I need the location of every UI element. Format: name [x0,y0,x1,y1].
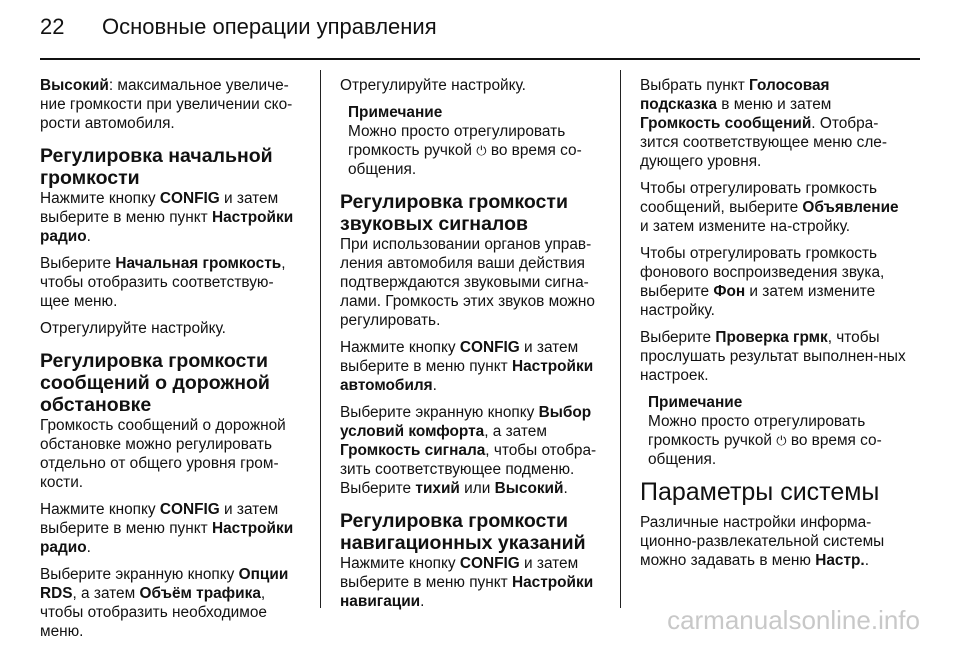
paragraph: Нажмите кнопку CONFIG и затем выберите в меню пункт Настройки навигации. [340,555,594,610]
note-box: Примечание Можно просто отрегулировать громкость ручкой ⏻ во время со-общения. [648,393,910,469]
paragraph: Выберите Начальная громкость, чтобы отобразить соответствую-щее меню. [40,255,286,310]
column-divider [620,70,621,608]
page-number: 22 [40,14,65,39]
paragraph: Различные настройки информа-ционно-развлекательной системы можно задавать в меню Настр.. [640,514,885,569]
volume-knob-icon: ⏻ [476,143,487,158]
paragraph: Высокий: максимальное увеличе-ние громкости при увеличении ско-рости автомобиля. [40,77,293,132]
paragraph: Чтобы отрегулировать громкость сообщений, выберите Объявление и затем измените на-стройку. [640,180,899,235]
note-title: Примечание [648,394,743,411]
paragraph: Выберите экранную кнопку Выбор условий комфорта, а затем Громкость сигнала, чтобы отобра-зить соответствующее подменю. Выберите тихий или Высокий. [340,404,597,497]
watermark: carmanualsonline.info [667,605,920,635]
paragraph: Громкость сообщений о дорожной обстановке можно регулировать отдельно от общего уровня гром-кости. [40,417,286,491]
section-heading: Регулировка начальной громкости [40,145,273,189]
header-rule [40,58,920,60]
paragraph: Отрегулируйте настройку. [340,77,526,94]
page-header [40,14,437,40]
section-heading: Регулировка громкости звуковых сигналов [340,191,568,235]
column-3 [640,76,910,578]
section-heading: Регулировка громкости навигационных указаний [340,510,586,554]
column-2 [340,76,605,619]
note-title: Примечание [348,104,443,121]
paragraph: Выбрать пункт Голосовая подсказка в меню и затем Громкость сообщений. Отобра-зится соответствующее меню сле-дующего уровня. [640,77,887,170]
column-1 [40,76,302,649]
paragraph: Выберите экранную кнопку Опции RDS, а затем Объём трафика, чтобы отобразить необходимое меню. [40,566,289,640]
paragraph: Выберите Проверка грмк, чтобы прослушать результат выполнен-ных настроек. [640,329,906,384]
paragraph: Нажмите кнопку CONFIG и затем выберите в меню пункт Настройки радио. [40,501,294,556]
note-box: Примечание Можно просто отрегулировать громкость ручкой ⏻ во время со-общения. [348,103,605,179]
section-title: Параметры системы [640,478,880,506]
paragraph: Нажмите кнопку CONFIG и затем выберите в меню пункт Настройки автомобиля. [340,339,594,394]
column-divider [320,70,321,608]
section-heading: Регулировка громкости сообщений о дорожной обстановке [40,350,270,416]
paragraph: Чтобы отрегулировать громкость фонового воспроизведения звука, выберите Фон и затем измените настройку. [640,245,885,319]
page-title: Основные операции управления [102,14,437,39]
paragraph: Нажмите кнопку CONFIG и затем выберите в меню пункт Настройки радио. [40,190,294,245]
paragraph: При использовании органов управ-ления автомобиля ваши действия подтверждаются звуковыми сигна-лами. Громкость этих звуков можно регулировать. [340,236,595,329]
volume-knob-icon: ⏻ [776,433,787,448]
paragraph: Отрегулируйте настройку. [40,320,226,337]
